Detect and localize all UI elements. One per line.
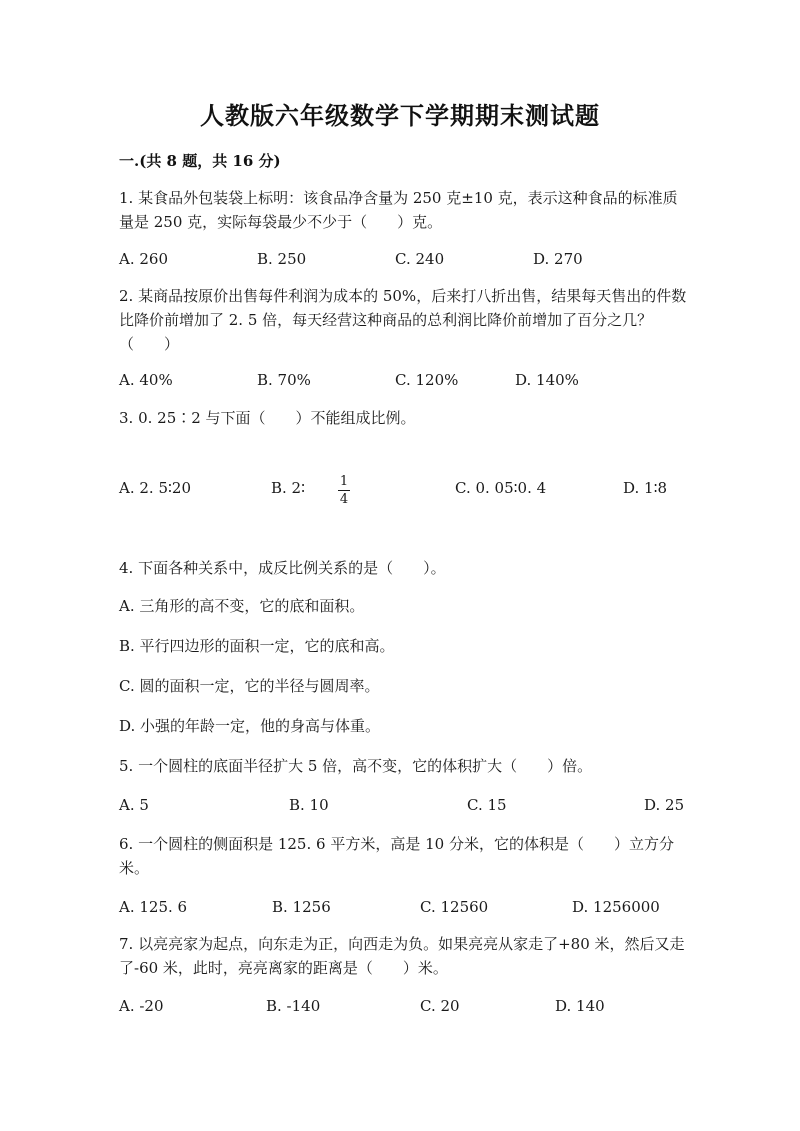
question-3-option-d[interactable]: D. 1∶8 xyxy=(623,479,668,497)
question-3-option-b[interactable]: B. 2∶ xyxy=(271,479,306,497)
question-4-option-c[interactable]: C. 圆的面积一定，它的半径与圆周率。 xyxy=(119,677,380,695)
question-5-option-d[interactable]: D. 25 xyxy=(644,796,685,814)
question-7-option-a[interactable]: A. -20 xyxy=(119,997,164,1015)
question-5-option-b[interactable]: B. 10 xyxy=(289,796,329,814)
question-3-option-c[interactable]: C. 0. 05∶0. 4 xyxy=(455,479,547,497)
fraction-numerator: 1 xyxy=(339,474,349,489)
question-2-stem: 2. 某商品按原价出售每件利润为成本的 50%，后来打八折出售，结果每天售出的件数比降价前增加了 2. 5 倍，每天经营这种商品的总利润比降价前增加了百分之几？（ ） xyxy=(119,287,687,353)
question-5-option-a[interactable]: A. 5 xyxy=(119,796,149,814)
question-3-stem: 3. 0. 25∶2 与下面（ ）不能组成比例。 xyxy=(119,409,416,427)
question-3-option-b-fraction xyxy=(338,474,350,507)
question-6-option-a[interactable]: A. 125. 6 xyxy=(119,898,188,916)
question-3-option-a[interactable]: A. 2. 5∶20 xyxy=(119,479,191,497)
question-7-option-b[interactable]: B. -140 xyxy=(266,997,321,1015)
question-1-option-d[interactable]: D. 270 xyxy=(533,250,583,268)
question-6-option-d[interactable]: D. 1256000 xyxy=(572,898,660,916)
question-1-option-a[interactable]: A. 260 xyxy=(119,250,168,268)
question-1-option-b[interactable]: B. 250 xyxy=(257,250,307,268)
question-2-option-b[interactable]: B. 70% xyxy=(257,371,311,389)
question-4-option-b[interactable]: B. 平行四边形的面积一定，它的底和高。 xyxy=(119,637,395,655)
question-4-option-a[interactable]: A. 三角形的高不变，它的底和面积。 xyxy=(119,597,365,615)
question-1-stem: 1. 某食品外包装袋上标明：该食品净含量为 250 克±10 克，表示这种食品的标准质量是 250 克，实际每袋最少不少于（ ）克。 xyxy=(119,189,678,231)
question-5-option-c[interactable]: C. 15 xyxy=(467,796,507,814)
question-6-option-c[interactable]: C. 12560 xyxy=(420,898,489,916)
question-7-option-d[interactable]: D. 140 xyxy=(555,997,605,1015)
question-2-option-c[interactable]: C. 120% xyxy=(395,371,459,389)
question-7-option-c[interactable]: C. 20 xyxy=(420,997,460,1015)
question-6-option-b[interactable]: B. 1256 xyxy=(272,898,331,916)
question-6-stem: 6. 一个圆柱的侧面积是 125. 6 平方米，高是 10 分米，它的体积是（ ）立方分米。 xyxy=(119,835,674,877)
question-7-stem: 7. 以亮亮家为起点，向东走为正，向西走为负。如果亮亮从家走了+80 米，然后又走了-60 米，此时，亮亮离家的距离是（ ）米。 xyxy=(119,935,685,977)
question-1-option-c[interactable]: C. 240 xyxy=(395,250,445,268)
fraction-bar xyxy=(338,490,350,491)
question-2-option-d[interactable]: D. 140% xyxy=(515,371,579,389)
question-4-option-d[interactable]: D. 小强的年龄一定，他的身高与体重。 xyxy=(119,717,381,735)
fraction-denominator: 4 xyxy=(339,492,349,507)
section-heading: 一.(共 8 题，共 16 分) xyxy=(119,152,281,170)
question-2-option-a[interactable]: A. 40% xyxy=(119,371,173,389)
question-4-stem: 4. 下面各种关系中，成反比例关系的是（ ）。 xyxy=(119,559,446,577)
question-5-stem: 5. 一个圆柱的底面半径扩大 5 倍，高不变，它的体积扩大（ ）倍。 xyxy=(119,757,593,775)
page-title: 人教版六年级数学下学期期末测试题 xyxy=(200,101,600,130)
